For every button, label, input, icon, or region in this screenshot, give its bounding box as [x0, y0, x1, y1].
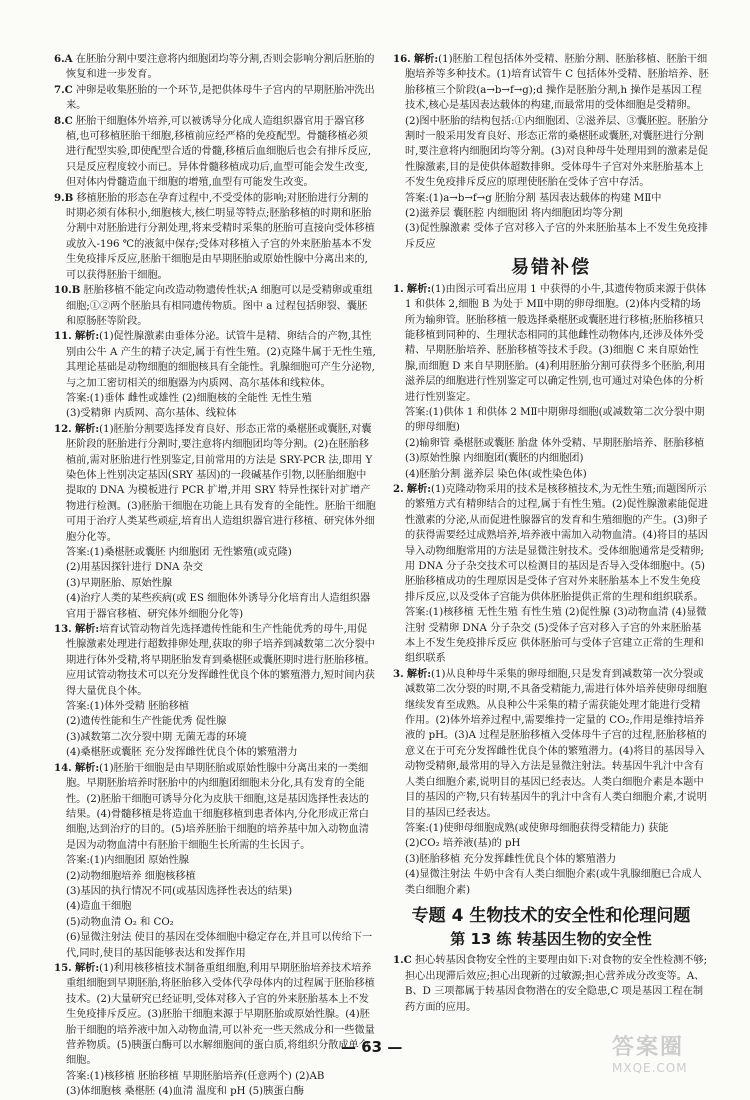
answer-line: (4)造血干细胞 [66, 901, 132, 913]
answer-line: (3)早期胚胎、原始性腺 [66, 577, 173, 589]
entry-text: 冲卵是收集胚胎的一个环节,是把供体母牛子宫内的早期胚胎冲洗出来。 [66, 84, 375, 112]
lesson-title: 第 13 练 转基因生物的安全性 [450, 929, 652, 948]
answer-entry [54, 329, 376, 391]
entry-label: 解析: [74, 761, 100, 774]
entry-number: 14. [54, 761, 72, 774]
watermark-logo-text: 答案圈 [612, 1035, 685, 1060]
entry-text: 移植胚胎的形态在孕育过程中,不受受体的影响;对胚胎进行分割的时期必须有体积小,细胞核大,核仁明显等特点;胚胎移植的时期和胚胎分割中对胚胎进行分割处理,将来受精时采集的胚胎可直接向受体移植或放入-196 ℃的液氮中保存;受体对移植入子宫的外来胚胎基本不发生免疫排斥反应,胚胎干细胞是由早期胚胎或原始性腺中分离出来的,可以获得胚胎干细胞。 [66, 192, 375, 281]
entry-text: 在胚胎分割中要注意将内细胞团均等分割,否则会影响分割后胚胎的恢复和进一步发育。 [66, 54, 375, 81]
entry-text: (1)促性腺激素由垂体分泌。试管牛是精、卵结合的产物,其性别由公牛 A 产生的精子决定,属于有性生殖。(2)克隆牛属于无性生殖,其理论基础是动物细胞的细胞核具有全能性。乳腺细胞可产生分泌物,与之加工密切相关的细胞器为内质网、高尔基体和线粒体。 [66, 331, 376, 389]
entry-number: 11. [54, 330, 72, 343]
answer-line: (4)胚胎分割 滋养层 染色体(或性染色体) [405, 468, 587, 480]
entry-number: 15. [54, 961, 72, 974]
answer-entry [54, 761, 376, 853]
answer-entry [54, 422, 376, 545]
entry-text: 培育试管动物首先选择遗传性能和生产性能优秀的母牛,用促性腺激素处理进行超数排卵处理,获取的卵子培养到减数第二次分裂中期进行体外受精,将早期胚胎发育到桑椹胚或囊胚期时进行胚胎移植。应用试管动物技术可以充分发挥雌性优良个体的繁殖潜力,短时间内获得大量优良个体。 [66, 624, 375, 697]
entry-label: 解析: [74, 330, 100, 343]
answer-line: (2)输卵管 桑椹胚或囊胚 胎盘 体外受精、早期胚胎培养、胚胎移植 [405, 437, 705, 449]
answer-entry [393, 52, 709, 191]
answer-line: (2)滋养层 囊胚腔 内细胞团 将内细胞团均等分割 [405, 208, 623, 220]
answer-line: 答案:(1)使卵母细胞成熟(或使卵母细胞获得受精能力) 获能 [405, 822, 669, 834]
answer-line: (4)桑椹胚或囊胚 充分发挥雌性优良个体的繁殖潜力 [66, 747, 298, 759]
entry-number: 3. [393, 667, 404, 680]
entry-text: 胚胎移植不能定向改造动物遗传性状;A 细胞可以是受精卵或重组细胞;①②两个胚胎具有相同遗传物质。图中 a 过程包括卵裂、囊胚和原肠胚等阶段。 [66, 285, 373, 327]
entry-label: 解析: [74, 623, 100, 636]
answer-line: (4)治疗人类的某些疾病(或 ES 细胞体外诱导分化培育出人造组织器官用于器官移植、研究体外细胞分化等) [66, 593, 371, 620]
entry-label: 解析: [74, 961, 100, 974]
answer-line: 答案:(1)内细胞团 原始性腺 [66, 855, 189, 867]
entry-number: 9.B [54, 191, 74, 204]
entry-text: (1)胚胎干细胞是由早期胚胎或原始性腺中分离出来的一类细胞。早期胚胎培养时胚胎中的内细胞团细胞未分化,具有发育的全能性。(2)胚胎干细胞可诱导分化为皮肤干细胞,这是基因选择性表达的结果。(4)骨髓移植是将造血干细胞移植到患者体内,分化形成正常白细胞,达到治疗的目的。(5)培养胚胎干细胞的培养基中加入动物血清是因为动物血清中有胚胎干细胞生长所需的生长因子。 [66, 762, 369, 851]
watermark-url: MXQE.COM [612, 1061, 688, 1075]
page-number: — 63 — [341, 1038, 403, 1056]
entry-text: (1)克隆动物采用的技术是核移植技术,为无性生殖;而题图所示的繁殖方式有精卵结合的过程,属于有性生殖。(2)促性腺激素能促进性激素的分泌,从而促进性腺器官的发育和生殖细胞的产生。(3)卵子的获得需要经过成熟培养,培养液中需加入动物血清。(4)将目的基因导入动物细胞常用的方法是显微注射技术。受体细胞通常是受精卵;用 DNA 分子杂交技术可以检测目的基因是否导入受体细胞中。(5)胚胎移植成功的生理原因是受体子宫对外来胚胎基本上不发生免疫排斥反应,以及受体子宫能为供体胚胎提供正常的生理和组织联系。 [405, 483, 708, 603]
answer-entry [54, 114, 376, 191]
entry-text: (1)胚胎分割要选择发育良好、形态正常的桑椹胚或囊胚,对囊胚阶段的胚胎进行分割时,要注意将内细胞团均等分割。(2)在胚胎移植前,需对胚胎进行性别鉴定,目前常用的方法是 SRY-PCR 法,即用 Y 染色体上性别决定基因(SRY 基因)的一段碱基作引物,以胚胎细胞中提取的 DNA 为模板进行 PCR 扩增,并用 SRY 特异性探针对扩增产物进行检测。(3)胚胎干细胞在功能上具有发育的全能性。胚胎干细胞可用于治疗人类某些顽症,培育出人造组织器官进行移植、研究体外细胞分化等。 [66, 423, 376, 543]
watermark-logo [612, 1030, 734, 1074]
answer-line: 答案:(1)垂体 雌性或雄性 (2)细胞核的全能性 无性生殖 [66, 392, 312, 404]
entry-text: 胚胎干细胞体外培养,可以被诱导分化成人造组织器官用于器官移植,也可移植胚胎干细胞,移植前应经严格的免疫配型。骨髓移植必须进行配型实验,即使配型合适的骨髓,移植后血细胞后也会有排斥反应,只是反应程度较小而已。异体骨髓移植成功后,血型可能会发生改变,但对体内骨髓造血干细胞的增殖,血型有可能发生改变。 [66, 115, 372, 189]
answer-entry [393, 282, 709, 405]
answer-line: (3)体细胞核 桑椹胚 (4)血清 温度和 pH (5)胰蛋白酶 [66, 1086, 304, 1098]
answer-entry [54, 52, 376, 83]
answer-line: (3)促性腺激素 受体子宫对移入子宫的外来胚胎基本上不发生免疫排斥反应 [405, 223, 708, 250]
entry-number: 1. [393, 282, 404, 295]
answer-entry [54, 283, 376, 329]
answer-entry [393, 953, 709, 1015]
entry-number: 6.A [54, 53, 73, 65]
entry-label: 解析: [413, 53, 439, 65]
answer-line: (3)原始性腺 内细胞团(囊胚的内细胞团) [405, 453, 584, 465]
answer-entry [54, 83, 376, 114]
right-top-answers [393, 52, 709, 252]
answer-line: (5)动物血清 O₂ 和 CO₂ [66, 916, 174, 928]
entry-text: (1)胚胎工程包括体外受精、胚胎分割、胚胎移植、胚胎干细胞培养等多种技术。(1)培育试管牛 C 包括体外受精、胚胎培养、胚胎移植三个阶段(a→b→f→g);d 操作是胚胎分割,h 操作是基因工程技术,核心是基因表达载体的构建,而最常用的受体细胞是受精卵。(2)图中胚胎的结构包括:①内细胞团、②滋养层、③囊胚腔。胚胎分割时一般采用发育良好、形态正常的桑椹胚或囊胚,对囊胚进行分割时,要注意将内细胞团均等分割。(3)对良种母牛处理用到的激素是促性腺激素,目的是使供体超数排卵。受体母牛子宫对外来胚胎基本上不发生免疫排斥反应的原理使胚胎在受体子宫中存活。 [405, 54, 709, 189]
answer-line: 答案:(1)体外受精 胚胎移植 [66, 701, 189, 713]
entry-text: (1)由图示可看出应用 1 中获得的小牛,其遗传物质来源于供体 1 和供体 2,细胞 B 为处于 MⅡ中期的卵母细胞。(2)体内受精的场所为输卵管。胚胎移植一般选择桑椹胚或囊胚进行移植;胚胎移植只能移植到同种的、生理状态相同的其他雌性动物体内,还涉及体外受精、早期胚胎培养、胚胎移植等技术手段。(3)细胞 C 来自原始性腺,而细胞 D 来自早期胚胎。(4)利用胚胎分割可获得多个胚胎,利用滋养层的细胞进行性别鉴定可以确定性别,也可通过对染色体的分析进行性别鉴定。 [405, 283, 707, 403]
topic-title: 专题 4 生物技术的安全性和伦理问题 [411, 905, 691, 926]
entry-number: 2. [393, 482, 404, 495]
right-column [393, 52, 709, 1015]
answer-line: (2)遗传性能和生产性能优秀 促性腺 [66, 716, 227, 728]
entry-label: 解析: [406, 282, 432, 295]
entry-text: (1)从良种母牛采集的卵母细胞,只是发育到减数第一次分裂或减数第二次分裂的时期,不具备受精能力,需进行体外培养使卵母细胞继续发育至成熟。从良种公牛采集的精子需获能处理才能进行受精作用。(2)体外培养过程中,需要维持一定量的 CO₂,作用是维持培养液的 pH。(3)A 过程是胚胎移植入受体母牛子宫的过程,胚胎移植的意义在于可充分发挥雌性优良个体的繁殖潜力。(4)将目的基因导入动物受精卵,最常用的导入方法是显微注射法。转基因牛乳汁中含有人类白细胞介素,说明目的基因已经表达。人类白细胞介素是本题中目的基因的产物,只有转基因牛的乳汁中含有人类白细胞介素,才说明目的基因已经表达。 [405, 668, 707, 819]
answer-line: (2)动物细胞培养 细胞核移植 [66, 870, 196, 882]
entry-text: (1)利用核移植技术制备重组细胞,利用早期胚胎培养技术培养重组细胞到早期胚胎,将胚胎移入受体代孕母体内的过程属于胚胎移植技术。(2)大量研究已经证明,受体对移入子宫的外来胚胎基本上不发生免疫排斥反应。(3)胚胎干细胞来源于早期胚胎或原始性腺。(4)胚胎干细胞的培养液中加入动物血清,可以补充一些天然成分和一些微量营养物质。(5)胰蛋白酶可以水解细胞间的蛋白质,将组织分散成单个细胞。 [66, 962, 375, 1067]
entry-number: 13. [54, 623, 72, 636]
entry-number: 12. [54, 422, 72, 435]
right-end-answers [393, 953, 709, 1015]
answer-line: (6)显微注射法 使目的基因在受体细胞中稳定存在,并且可以传给下一代,同时,使目的基因能够表达和发挥作用 [66, 932, 373, 959]
answer-line: (3)受精卵 内质网、高尔基体、线粒体 [66, 408, 237, 420]
answer-line: (3)减数第二次分裂中期 无菌无毒的环境 [66, 731, 247, 743]
answer-line: 答案:(1)桑椹胚或囊胚 内细胞团 无性繁殖(或克隆) [66, 547, 292, 558]
entry-number: 16. [393, 53, 411, 65]
entry-number: 1.C [393, 954, 412, 967]
answer-line: (2)CO₂ 培养液(基)的 pH [405, 838, 521, 850]
answer-line: 答案:(1)a→b→f→g 胚胎分割 基因表达载体的构建 MⅡ中 [405, 192, 662, 204]
entry-number: 7.C [54, 83, 73, 96]
answer-line: (4)显微注射法 牛奶中含有人类白细胞介素(或牛乳腺细胞已合成人类白细胞介素) [405, 869, 702, 896]
answer-entry [393, 482, 709, 605]
entry-label: 解析: [406, 482, 432, 495]
answer-line: 答案:(1)核移植 胚胎移植 早期胚胎培养(任意两个) (2)AB [66, 1070, 325, 1082]
section-title: 易错补偿 [511, 257, 591, 279]
answer-entry [393, 667, 709, 821]
left-column [54, 52, 376, 1100]
answer-line: 答案:(1)供体 1 和供体 2 MⅡ中期卵母细胞(或减数第二次分裂中期的卵母细胞) [405, 406, 705, 434]
answer-entry [54, 191, 376, 283]
entry-label: 解析: [406, 667, 432, 680]
entry-number: 10.B [54, 284, 81, 297]
entry-number: 8.C [54, 114, 73, 127]
answer-line: (3)胚胎移植 充分发挥雌性优良个体的繁殖潜力 [405, 853, 617, 865]
right-bottom-answers [393, 282, 709, 898]
answer-entry [54, 961, 376, 1069]
entry-label: 解析: [74, 422, 100, 435]
entry-text: 担心转基因食物安全性的主要理由如下:对食物的安全性检测不够;担心出现滞后效应;担心出现新的过敏源;担心营养成分改变等。A、B、D 三项都属于转基因食物潜在的安全隐患,C 项是基因工程在制药方面的应用。 [405, 955, 708, 1013]
answer-line: 答案:(1)核移植 无性生殖 有性生殖 (2)促性腺 (3)动物血清 (4)显微注射 受精卵 DNA 分子杂交 (5)受体子宫对移入子宫的外来胚胎基本上不发生免疫排斥反应 供体胚胎可与受体子宫建立正常的生理和组织联系 [405, 607, 707, 665]
answer-line: (2)用基因探针进行 DNA 杂交 [66, 562, 204, 574]
answer-line: (3)基因的执行情况不同(或基因选择性表达的结果) [66, 885, 293, 897]
answer-entry [54, 622, 376, 699]
